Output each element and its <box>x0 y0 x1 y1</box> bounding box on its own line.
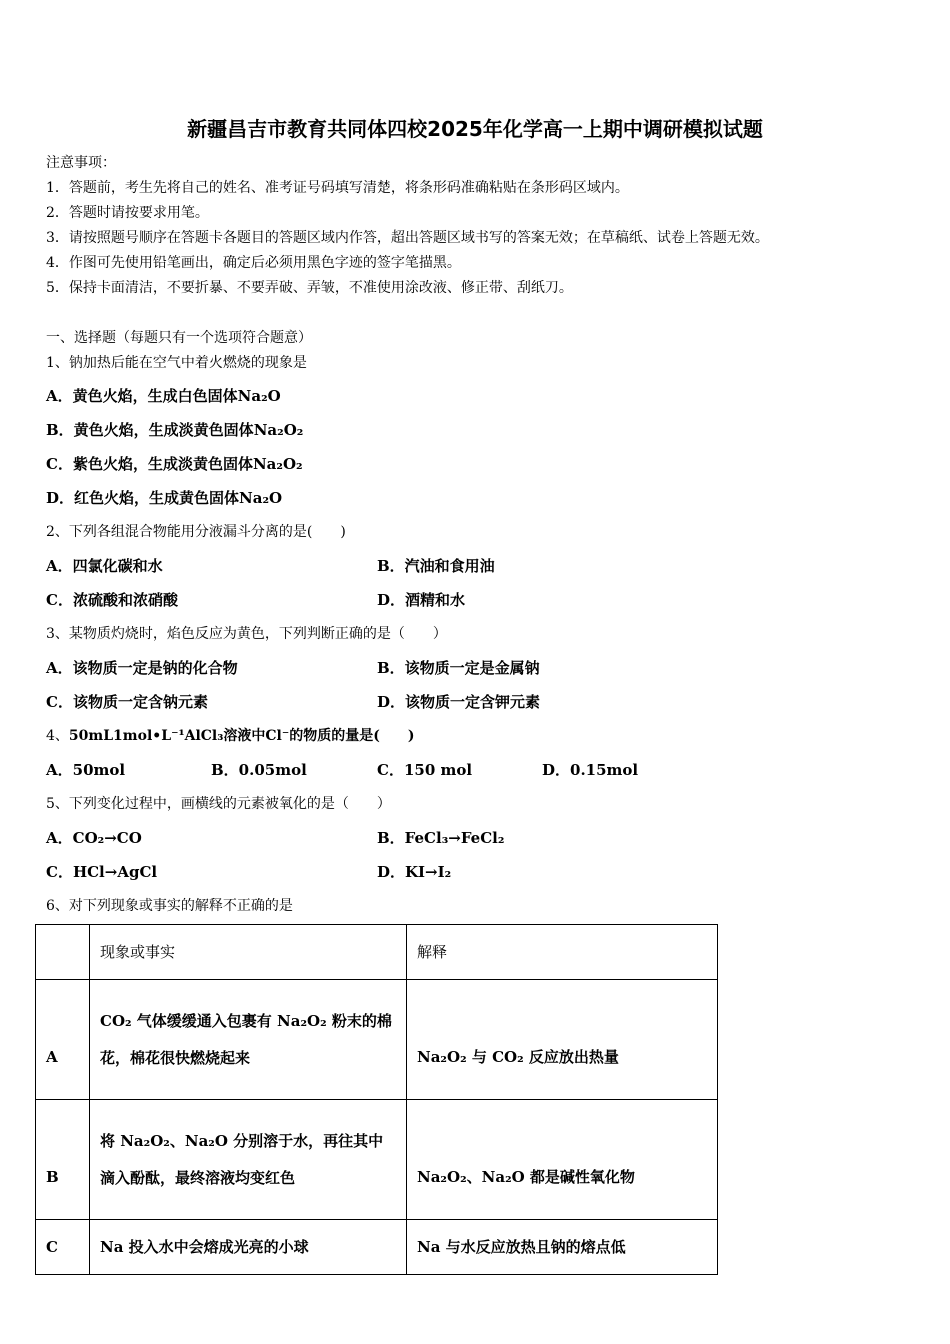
q1-option-c-text: C．紫色火焰，生成淡黄色固体 <box>46 455 253 473</box>
q4-stem-text: 50mL1mol•L⁻¹AlCl₃溶液中Cl⁻的物质的量是( ) <box>68 728 415 744</box>
q1-option-d-text: D．红色火焰，生成黄色固体 <box>46 489 240 507</box>
q4-option-b[interactable]: B．0.05mol <box>211 761 307 779</box>
row-label-a: A <box>36 980 90 1100</box>
q1-option-b[interactable] <box>46 419 303 440</box>
table-header-blank <box>36 925 90 980</box>
table-row <box>36 1220 718 1275</box>
q5-option-c[interactable]: C．HCl→AgCl <box>46 863 158 881</box>
q1-option-b-text: B．黄色火焰，生成淡黄色固体 <box>46 421 254 439</box>
notice-item-3: 3．请按照题号顺序在答题卡各题目的答题区域内作答，超出答题区域书写的答案无效；在草稿纸、试卷上答题无效。 <box>46 230 769 246</box>
q1-option-a[interactable] <box>46 385 281 406</box>
q1-stem: 1、钠加热后能在空气中着火燃烧的现象是 <box>46 355 307 371</box>
q6-table <box>35 924 718 1275</box>
table-row <box>36 980 718 1100</box>
q2-option-c[interactable]: C．浓硫酸和浓硝酸 <box>46 591 178 609</box>
q5-option-d[interactable]: D．KI→I₂ <box>377 863 452 881</box>
q2-stem: 2、下列各组混合物能用分液漏斗分离的是( ) <box>46 524 346 540</box>
q4-option-c[interactable]: C．150 mol <box>377 761 473 779</box>
q2-option-b[interactable]: B．汽油和食用油 <box>377 557 495 575</box>
table-header-row <box>36 925 718 980</box>
q5-stem: 5、下列变化过程中，画横线的元素被氧化的是（ ） <box>46 796 391 812</box>
notice-heading: 注意事项： <box>46 155 116 171</box>
section-heading: 一、选择题（每题只有一个选项符合题意） <box>46 330 312 346</box>
q1-option-a-formula: Na₂O <box>237 387 281 405</box>
table-header-explain: 解释 <box>407 925 718 980</box>
q3-option-a[interactable]: A．该物质一定是钠的化合物 <box>46 659 238 677</box>
q3-option-b[interactable]: B．该物质一定是金属钠 <box>377 659 540 677</box>
q1-option-c[interactable] <box>46 453 303 474</box>
q6-stem: 6、对下列现象或事实的解释不正确的是 <box>46 898 293 914</box>
q3-option-d[interactable]: D．该物质一定含钾元素 <box>377 693 541 711</box>
table-header-fact: 现象或事实 <box>90 925 407 980</box>
q1-option-b-formula: Na₂O₂ <box>253 421 304 439</box>
q5-option-a[interactable]: A．CO₂→CO <box>46 829 142 847</box>
table-row <box>36 1100 718 1220</box>
q4-option-a[interactable]: A．50mol <box>46 761 126 779</box>
q1-option-a-text: A．黄色火焰，生成白色固体 <box>46 387 238 405</box>
row-a-fact: CO₂ 气体缓缓通入包裹有 Na₂O₂ 粉末的棉花，棉花很快燃烧起来 <box>90 980 407 1100</box>
row-a-explain: Na₂O₂ 与 CO₂ 反应放出热量 <box>407 980 718 1100</box>
q3-stem: 3、某物质灼烧时，焰色反应为黄色，下列判断正确的是（ ） <box>46 626 447 642</box>
q1-option-c-formula: Na₂O₂ <box>252 455 303 473</box>
q1-option-d-formula: Na₂O <box>239 489 283 507</box>
row-b-explain: Na₂O₂、Na₂O 都是碱性氧化物 <box>407 1100 718 1220</box>
notice-item-2: 2．答题时请按要求用笔。 <box>46 205 209 221</box>
q1-option-d[interactable] <box>46 487 282 508</box>
notice-item-5: 5．保持卡面清洁，不要折暴、不要弄破、弄皱，不准使用涂改液、修正带、刮纸刀。 <box>46 280 573 296</box>
q4-stem <box>46 725 414 745</box>
q2-option-a[interactable]: A．四氯化碳和水 <box>46 557 163 575</box>
q3-option-c[interactable]: C．该物质一定含钠元素 <box>46 693 208 711</box>
q4-number: 4、 <box>46 728 69 744</box>
row-c-fact: Na 投入水中会熔成光亮的小球 <box>90 1220 407 1275</box>
row-b-fact: 将 Na₂O₂、Na₂O 分别溶于水，再往其中滴入酚酞，最终溶液均变红色 <box>90 1100 407 1220</box>
row-label-b: B <box>36 1100 90 1220</box>
notice-item-4: 4．作图可先使用铅笔画出，确定后必须用黑色字迹的签字笔描黑。 <box>46 255 461 271</box>
page-title: 新疆昌吉市教育共同体四校2025年化学高一上期中调研模拟试题 <box>187 117 763 141</box>
notice-item-1: 1．答题前，考生先将自己的姓名、准考证号码填写清楚，将条形码准确粘贴在条形码区域内。 <box>46 180 629 196</box>
q5-option-b[interactable]: B．FeCl₃→FeCl₂ <box>377 829 505 847</box>
q2-option-d[interactable]: D．酒精和水 <box>377 591 466 609</box>
row-c-explain: Na 与水反应放热且钠的熔点低 <box>407 1220 718 1275</box>
q4-option-d[interactable]: D．0.15mol <box>542 761 639 779</box>
row-label-c: C <box>36 1220 90 1275</box>
